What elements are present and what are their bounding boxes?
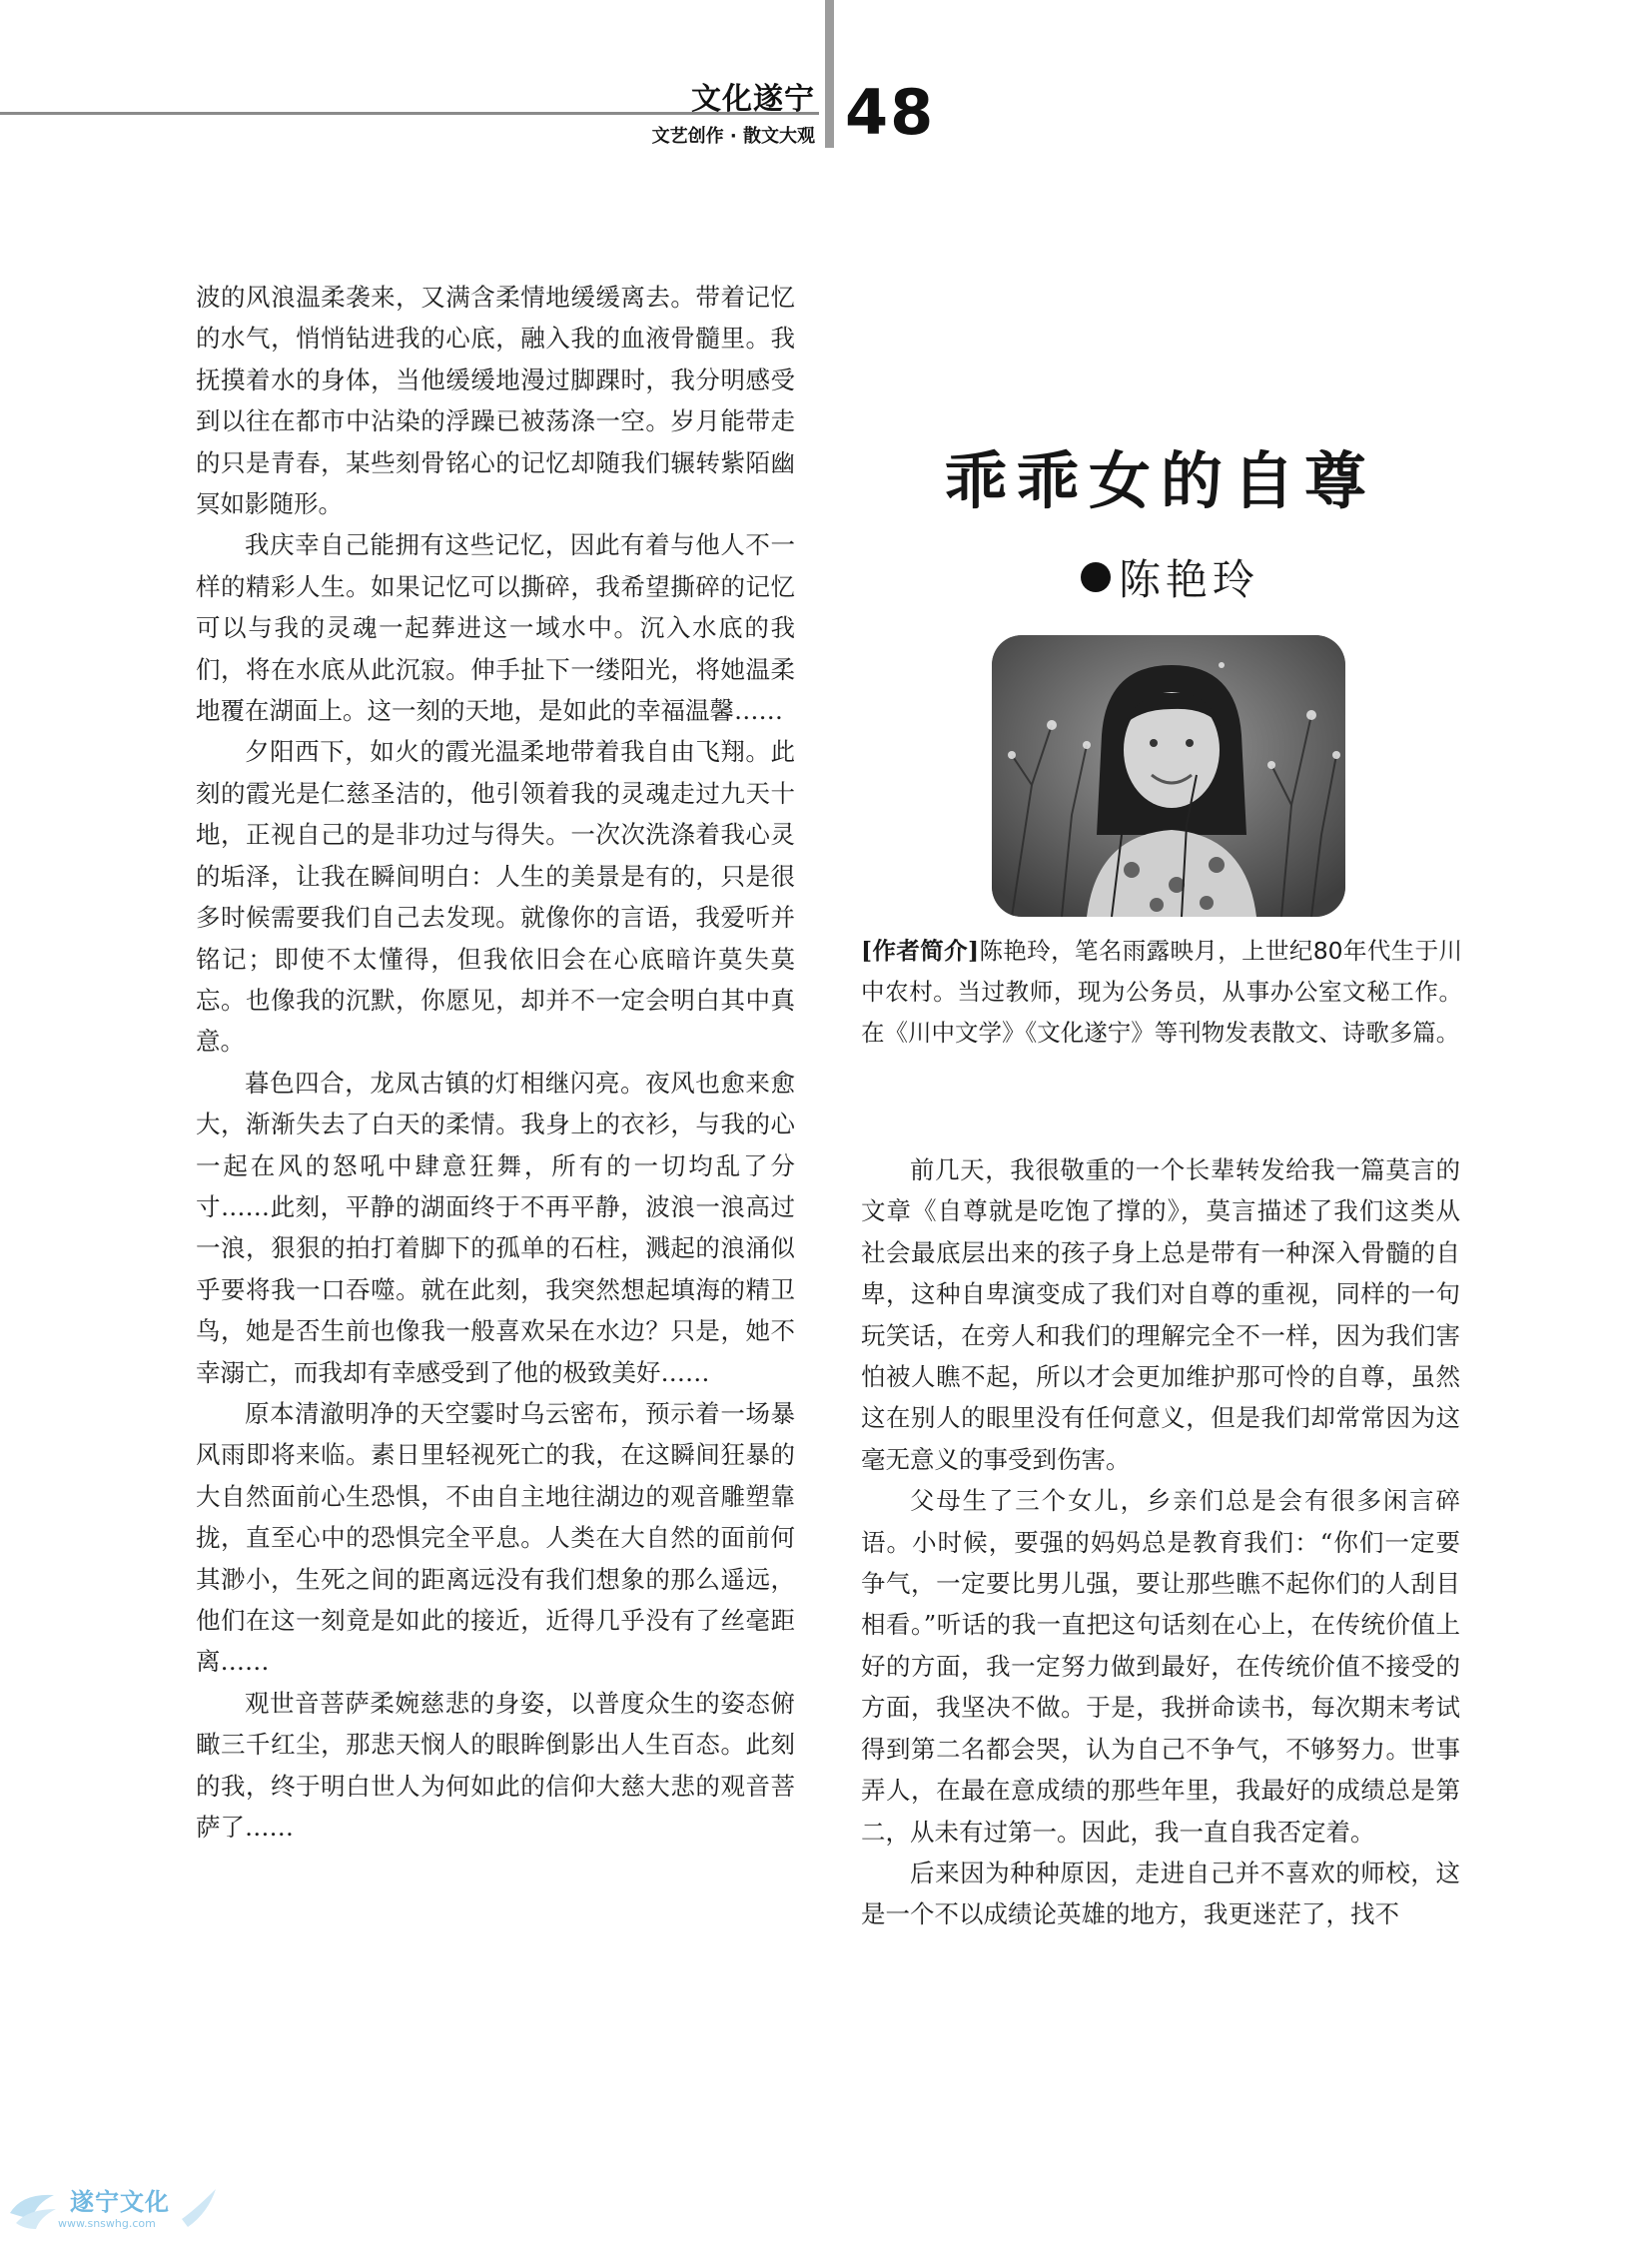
bio-text: 陈艳玲，笔名雨露映月，上世纪80年代生于川中农村。当过教师，现为公务员，从事办公室文秘工作。在《川中文学》《文化遂宁》等刊物发表散文、诗歌多篇。 [861, 937, 1462, 1047]
paragraph: 前几天，我很敬重的一个长辈转发给我一篇莫言的文章《自尊就是吃饱了撑的》，莫言描述了我们这类从社会最底层出来的孩子身上总是带有一种深入骨髓的自卑，这种自卑演变成了我们对自尊的重视，同样的一句玩笑话，在旁人和我们的理解完全不一样，因为我们害怕被人瞧不起，所以才会更加维护那可怜的自尊，虽然这在别人的眼里没有任何意义，但是我们却常常因为这毫无意义的事受到伤害。 [861, 1155, 1460, 1474]
paragraph: 后来因为种种原因，走进自己并不喜欢的师校，这是一个不以成绩论英雄的地方，我更迷茫了，找不 [861, 1858, 1460, 1929]
paragraph: 暮色四合，龙凤古镇的灯相继闪亮。夜风也愈来愈大，渐渐失去了白天的柔情。我身上的衣衫，与我的心一起在风的怒吼中肆意狂舞，所有的一切均乱了分寸……此刻，平静的湖面终于不再平静，波浪一浪高过一浪，狠狠的拍打着脚下的孤单的石柱，溅起的浪涌似乎要将我一口吞噬。就在此刻，我突然想起填海的精卫鸟，她是否生前也像我一般喜欢呆在水边？只是，她不幸溺亡，而我却有幸感受到了他的极致美好…… [196, 1068, 795, 1387]
paragraph: 我庆幸自己能拥有这些记忆，因此有着与他人不一样的精彩人生。如果记忆可以撕碎，我希望撕碎的记忆可以与我的灵魂一起葬进这一域水中。沉入水底的我们，将在水底从此沉寂。伸手扯下一缕阳光，将她温柔地覆在湖面上。这一刻的天地，是如此的幸福温馨…… [196, 530, 795, 726]
author-name: 陈艳玲 [1119, 555, 1260, 604]
paragraph: 波的风浪温柔袭来，又满含柔情地缓缓离去。带着记忆的水气，悄悄钻进我的心底，融入我的血液骨髓里。我抚摸着水的身体，当他缓缓地漫过脚踝时，我分明感受到以往在都市中沾染的浮躁已被荡涤一空。岁月能带走的只是青春，某些刻骨铭心的记忆却随我们辗转紫陌幽冥如影随形。 [196, 283, 795, 519]
left-column [196, 277, 795, 1848]
header-vertical-bar [825, 0, 834, 148]
bio-label: [作者简介] [861, 937, 980, 965]
bullet-dot-icon [1081, 562, 1111, 592]
magazine-name: 文化遂宁 [691, 82, 815, 117]
page-number: 48 [845, 76, 936, 149]
logo-text: 遂宁文化 [70, 2188, 170, 2216]
author-photo [992, 635, 1345, 917]
paragraph: 父母生了三个女儿，乡亲们总是会有很多闲言碎语。小时候，要强的妈妈总是教育我们：“你们一定要争气，一定要比男儿强，要让那些瞧不起你们的人刮目相看。”听话的我一直把这句话刻在心上，在传统价值上好的方面，我一定努力做到最好，在传统价值不接受的方面，我坚决不做。于是，我拼命读书，每次期末考试得到第二名都会哭，认为自己不争气，不够努力。世事弄人，在最在意成绩的那些年里，我最好的成绩总是第二，从未有过第一。因此，我一直自我否定着。 [861, 1486, 1460, 1847]
author-bio [861, 931, 1462, 1054]
right-column [861, 1149, 1460, 1935]
paragraph: 观世音菩萨柔婉慈悲的身姿，以普度众生的姿态俯瞰三千红尘，那悲天悯人的眼眸倒影出人生百态。此刻的我，终于明白世人为何如此的信仰大慈大悲的观音菩萨了…… [196, 1688, 795, 1843]
paragraph: 夕阳西下，如火的霞光温柔地带着我自由飞翔。此刻的霞光是仁慈圣洁的，他引领着我的灵魂走过九天十地，正视自己的是非功过与得失。一次次洗涤着我心灵的垢泽，让我在瞬间明白：人生的美景是有的，只是很多时候需要我们自己去发现。就像你的言语，我爱听并铭记；即使不太懂得，但我依旧会在心底暗许莫失莫忘。也像我的沉默，你愿见，却并不一定会明白其中真意。 [196, 737, 795, 1057]
logo-url: www.snswhg.com [58, 2217, 156, 2230]
section-name: 文艺创作 · 散文大观 [651, 126, 815, 147]
article-title: 乖乖女的自尊 [944, 444, 1376, 517]
author-byline [1081, 547, 1259, 607]
paragraph: 原本清澈明净的天空霎时乌云密布，预示着一场暴风雨即将来临。素日里轻视死亡的我，在这瞬间狂暴的大自然面前心生恐惧，不由自主地往湖边的观音雕塑靠拢，直至心中的恐惧完全平息。人类在大自然的面前何其渺小，生死之间的距离远没有我们想象的那么遥远，他们在这一刻竟是如此的接近，近得几乎没有了丝毫距离…… [196, 1398, 795, 1677]
